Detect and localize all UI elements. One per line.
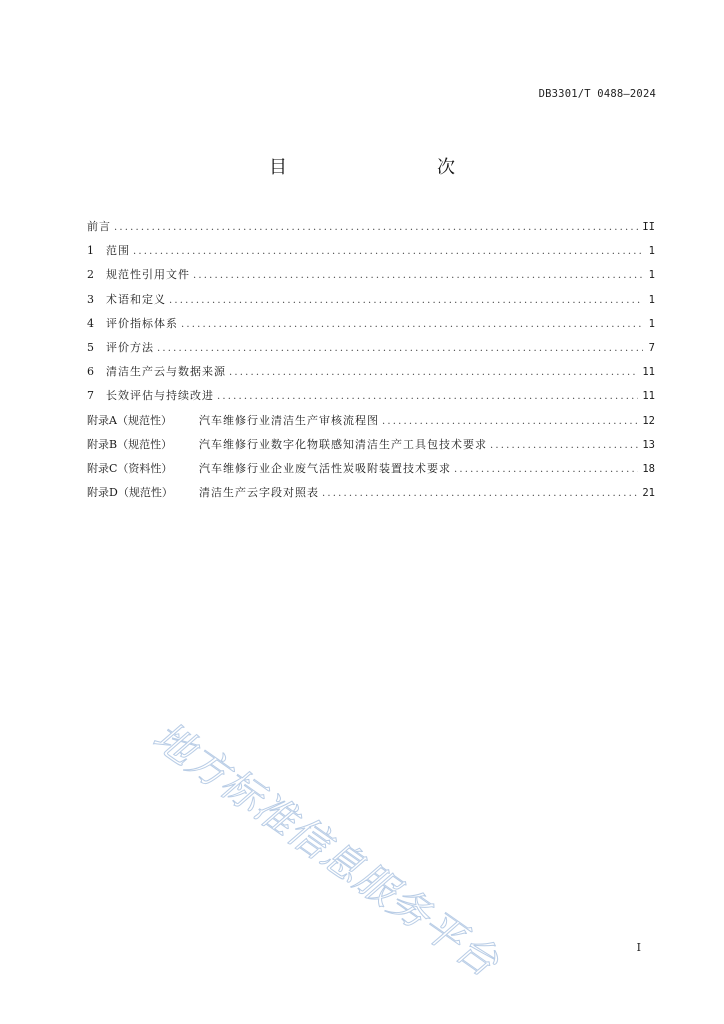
toc-entry-label: 清洁生产云字段对照表	[199, 486, 319, 500]
toc-entry-page: 12	[642, 414, 655, 427]
page-number: I	[636, 941, 641, 954]
toc-entry-5[interactable]	[87, 340, 655, 364]
toc-entry-label: 评价指标体系	[106, 316, 178, 330]
toc-entry-label: 汽车维修行业清洁生产审核流程图	[199, 413, 379, 427]
toc-entry-number: 4	[87, 316, 94, 330]
toc-leader-dots	[114, 220, 638, 236]
toc-entry-number: 2	[87, 268, 94, 282]
toc-entry-appendix-d[interactable]	[87, 485, 655, 509]
toc-entry-page: 1	[648, 269, 655, 282]
toc-leader-dots	[157, 341, 643, 357]
toc-entry-number: 6	[87, 365, 94, 379]
toc-entry-number: 7	[87, 389, 94, 403]
toc-entry-3[interactable]	[87, 292, 655, 316]
toc-entry-page: 1	[648, 293, 655, 306]
toc-appendix-prefix: 附录C（资料性）	[87, 461, 173, 475]
toc-leader-dots	[169, 293, 643, 309]
toc-entry-number: 1	[87, 244, 94, 258]
toc-leader-dots	[490, 438, 638, 454]
watermark: 地方标准信息服务平台	[144, 713, 507, 987]
toc-entry-6[interactable]	[87, 364, 655, 388]
toc-entry-label: 汽车维修行业企业废气活性炭吸附装置技术要求	[199, 461, 451, 475]
toc-leader-dots	[322, 486, 638, 502]
toc-leader-dots	[229, 365, 638, 381]
toc-appendix-prefix: 附录D（规范性）	[87, 486, 173, 500]
toc-entry-appendix-b[interactable]	[87, 437, 655, 461]
toc-entry-page: 21	[642, 487, 655, 500]
toc-entry-page: 11	[642, 366, 655, 379]
toc-entry-label: 清洁生产云与数据来源	[106, 365, 226, 379]
toc-entry-label: 汽车维修行业数字化物联感知清洁生产工具包技术要求	[199, 437, 487, 451]
toc-leader-dots	[382, 414, 638, 430]
toc-entry-label: 术语和定义	[106, 292, 166, 306]
toc-entry-number: 5	[87, 340, 94, 354]
toc-entry-page: 11	[642, 390, 655, 403]
toc-entry-label: 范围	[106, 244, 130, 258]
toc-entry-4[interactable]	[87, 316, 655, 340]
toc-entry-page: 18	[642, 462, 655, 475]
toc-entry-label: 规范性引用文件	[106, 268, 190, 282]
toc-leader-dots	[193, 268, 643, 284]
toc-entry-page: 1	[648, 317, 655, 330]
toc-entry-page: 7	[648, 341, 655, 354]
toc-entry-label: 评价方法	[106, 340, 154, 354]
toc-title: 目 次	[269, 157, 493, 178]
toc-entry-foreword[interactable]	[87, 219, 655, 243]
toc-entry-number: 3	[87, 292, 94, 306]
toc-leader-dots	[133, 244, 643, 260]
toc-entry-label: 前言	[87, 220, 111, 233]
toc-entry-7[interactable]	[87, 388, 655, 412]
table-of-contents	[87, 219, 655, 509]
toc-entry-appendix-c[interactable]	[87, 461, 655, 485]
toc-leader-dots	[181, 317, 643, 333]
toc-entry-appendix-a[interactable]	[87, 413, 655, 437]
toc-appendix-prefix: 附录B（规范性）	[87, 437, 173, 451]
toc-entry-1[interactable]	[87, 243, 655, 267]
toc-entry-2[interactable]	[87, 267, 655, 291]
toc-leader-dots	[217, 389, 638, 405]
toc-leader-dots	[454, 462, 638, 478]
toc-entry-page: II	[642, 221, 655, 233]
toc-appendix-prefix: 附录A（规范性）	[87, 413, 172, 427]
toc-entry-page: 13	[642, 438, 655, 451]
standard-code: DB3301/T 0488—2024	[538, 88, 656, 100]
toc-entry-page: 1	[648, 245, 655, 258]
toc-entry-label: 长效评估与持续改进	[106, 389, 214, 403]
